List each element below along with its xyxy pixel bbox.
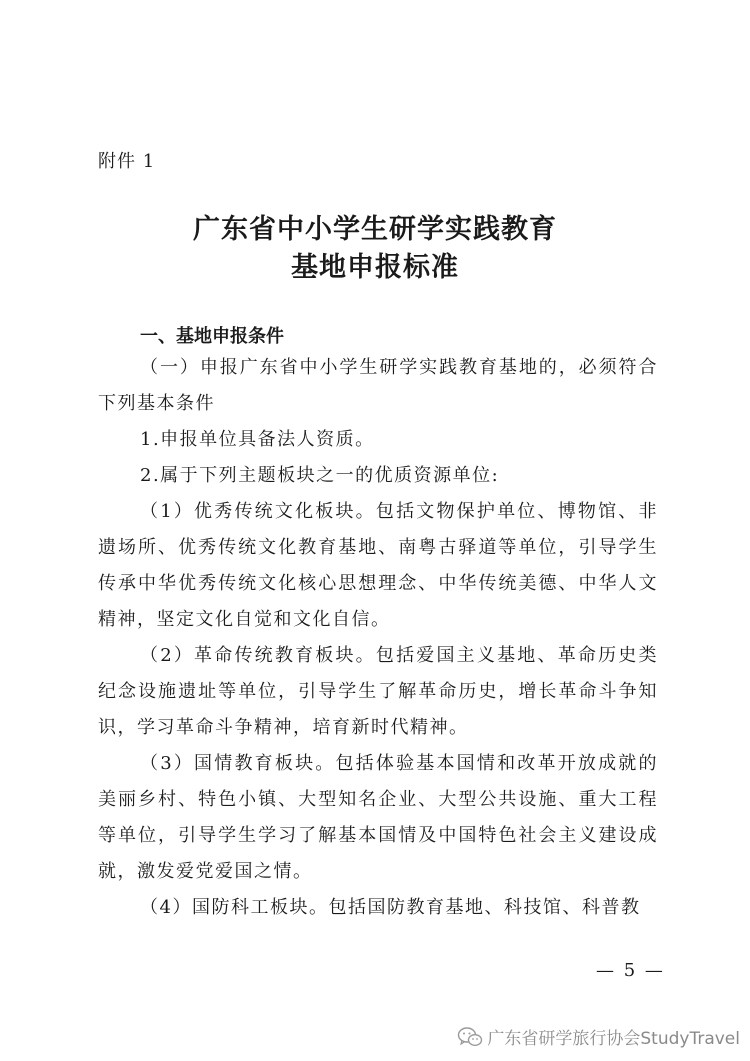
- document-title-line-1: 广东省中小学生研学实践教育: [193, 214, 557, 245]
- paragraph-traditional-culture: （1）优秀传统文化板块。包括文物保护单位、博物馆、非遗场所、优秀传统文化教育基地、南粤古驿道等单位，引导学生传承中华优秀传统文化核心思想理念、中华传统美德、中华人文精神，坚定文化自觉和文化自信。: [98, 501, 658, 630]
- paragraph-condition-2: 2.属于下列主题板块之一的优质资源单位:: [140, 465, 500, 486]
- paragraph-national-conditions: （3）国情教育板块。包括体验基本国情和改革开放成就的美丽乡村、特色小镇、大型知名企业、大型公共设施、重大工程等单位，引导学生学习了解基本国情及中国特色社会主义建设成就，激发爱党爱国之情。: [98, 753, 658, 882]
- page-number: — 5 —: [596, 960, 665, 981]
- document-title-line-2: 基地申报标准: [291, 252, 459, 283]
- paragraph-condition-1: 1.申报单位具备法人资质。: [140, 429, 375, 450]
- watermark-text: 广东省研学旅行协会StudyTravel: [487, 1029, 740, 1049]
- attachment-label: 附件 1: [98, 151, 156, 172]
- section-heading: 一、基地申报条件: [140, 326, 284, 347]
- wechat-icon: [457, 1026, 483, 1048]
- watermark: [457, 1024, 740, 1049]
- paragraph-national-defense: （4）国防科工板块。包括国防教育基地、科技馆、科普教: [140, 897, 641, 918]
- paragraph-revolutionary-tradition: （2）革命传统教育板块。包括爱国主义基地、革命历史类纪念设施遗址等单位，引导学生了解革命历史，增长革命斗争知识，学习革命斗争精神，培育新时代精神。: [98, 645, 658, 738]
- paragraph-basic-conditions: （一）申报广东省中小学生研学实践教育基地的，必须符合下列基本条件: [98, 357, 658, 414]
